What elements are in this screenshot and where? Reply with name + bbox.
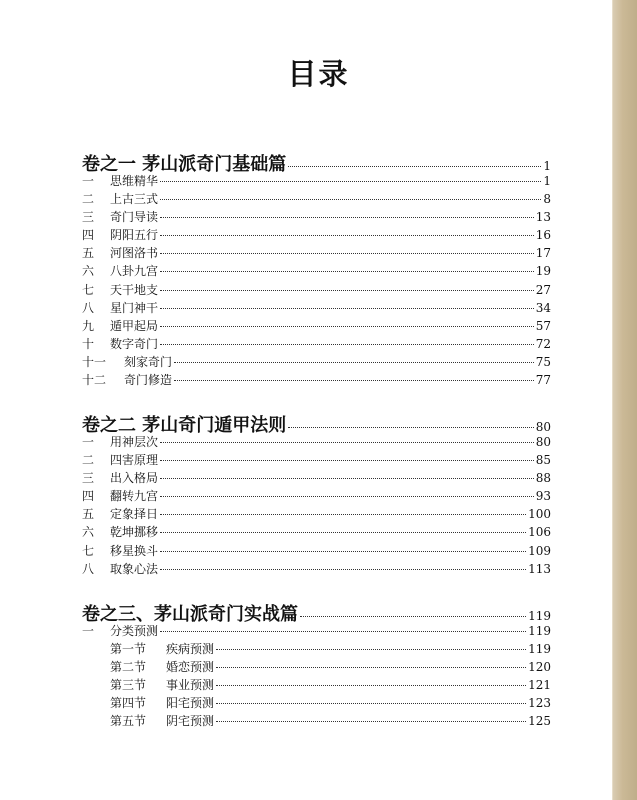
- dot-leader: [160, 569, 526, 570]
- entry-number: 十: [82, 336, 95, 351]
- entry-page: 72: [535, 336, 551, 351]
- dot-leader: [160, 271, 534, 272]
- entry-page: 93: [535, 489, 551, 504]
- entry-label: 乾坤挪移: [110, 525, 159, 540]
- toc-entry[interactable]: [82, 226, 551, 244]
- entry-page: 34: [535, 300, 551, 315]
- toc-entry[interactable]: [82, 317, 551, 335]
- dot-leader: [174, 380, 534, 381]
- entry-number: 四: [82, 489, 95, 504]
- entry-label: 出入格局: [110, 471, 159, 486]
- dot-leader: [160, 235, 534, 236]
- entry-label: 移星换斗: [110, 543, 159, 558]
- entry-label: 星门神干: [110, 300, 159, 315]
- entry-page: 77: [535, 373, 551, 388]
- toc-subentry[interactable]: [82, 712, 551, 730]
- entry-page: 106: [528, 525, 551, 540]
- entry-page: 109: [528, 543, 551, 558]
- toc-entry[interactable]: [82, 262, 551, 280]
- subentry-page: 125: [528, 714, 551, 729]
- subentry-label: 婚恋预测: [166, 660, 215, 675]
- entry-page: 85: [535, 453, 551, 468]
- dot-leader: [160, 344, 534, 345]
- dot-leader: [160, 460, 534, 461]
- volume-heading-label: 卷之三、茅山派奇门实战篇: [82, 604, 298, 625]
- entry-label: 阴阳五行: [110, 228, 159, 243]
- toc-entry[interactable]: [82, 505, 551, 523]
- subentry-section: 第四节: [110, 696, 147, 711]
- dot-leader: [288, 166, 541, 167]
- entry-number: 三: [82, 471, 95, 486]
- entry-page: 13: [535, 210, 551, 225]
- dot-leader: [160, 551, 526, 552]
- entry-label: 数字奇门: [110, 336, 159, 351]
- entry-label: 奇门导读: [110, 210, 159, 225]
- dot-leader: [288, 427, 533, 428]
- dot-leader: [160, 253, 534, 254]
- entry-number: 一: [82, 174, 95, 188]
- toc-entry[interactable]: [82, 353, 551, 371]
- toc-entry[interactable]: [82, 371, 551, 389]
- toc-volume-2: [82, 411, 551, 578]
- entry-label: 翻转九宫: [110, 489, 159, 504]
- toc-entry[interactable]: [82, 190, 551, 208]
- entry-number: 六: [82, 525, 95, 540]
- page-title: 目录: [287, 57, 350, 91]
- dot-leader: [160, 442, 534, 443]
- subentry-label: 疾病预测: [166, 642, 215, 657]
- entry-number: 六: [82, 264, 95, 279]
- dot-leader: [160, 326, 534, 327]
- entry-page: 19: [535, 264, 551, 279]
- entry-label: 天干地支: [110, 282, 159, 297]
- subentry-page: 120: [528, 660, 551, 675]
- entry-label: 分类预测: [110, 624, 159, 638]
- volume-heading-label: 卷之二 茅山奇门遁甲法则: [82, 415, 287, 436]
- dot-leader: [160, 631, 526, 632]
- entry-page: 57: [535, 318, 551, 333]
- entry-number: 五: [82, 246, 95, 261]
- toc-entry[interactable]: [82, 622, 551, 640]
- volume-heading[interactable]: [82, 150, 551, 175]
- dot-leader: [300, 616, 526, 617]
- volume-heading-page: 80: [535, 420, 551, 434]
- entry-page: 16: [535, 228, 551, 243]
- entry-number: 八: [82, 561, 95, 576]
- entry-label: 河图洛书: [110, 246, 159, 261]
- entry-page: 75: [535, 354, 551, 369]
- entry-number: 一: [82, 435, 95, 449]
- entry-page: 17: [535, 246, 551, 261]
- entry-number: 一: [82, 624, 95, 638]
- toc-volume-3: [82, 600, 551, 731]
- toc-entry[interactable]: [82, 487, 551, 505]
- toc-volume-1: [82, 150, 551, 389]
- entry-number: 三: [82, 210, 95, 225]
- dot-leader: [160, 496, 534, 497]
- dot-leader: [160, 217, 534, 218]
- entry-label: 刻家奇门: [124, 354, 173, 369]
- toc-entry[interactable]: [82, 281, 551, 299]
- entry-number: 七: [82, 543, 95, 558]
- entry-page: 27: [535, 282, 551, 297]
- entry-label: 遁甲起局: [110, 318, 159, 333]
- dot-leader: [216, 685, 526, 686]
- dot-leader: [160, 514, 526, 515]
- toc-subentry[interactable]: [82, 676, 551, 694]
- dot-leader: [160, 290, 534, 291]
- dot-leader: [160, 181, 541, 182]
- toc-entry[interactable]: [82, 433, 551, 451]
- subentry-label: 阳宅预测: [166, 696, 215, 711]
- entry-number: 八: [82, 300, 95, 315]
- toc-entry[interactable]: [82, 172, 551, 190]
- entry-label: 定象择日: [110, 507, 159, 522]
- volume-heading-page: 1: [543, 159, 551, 173]
- volume-heading[interactable]: [82, 600, 551, 625]
- entry-number: 十二: [82, 373, 107, 388]
- entry-label: 取象心法: [110, 561, 159, 576]
- toc-entry[interactable]: [82, 451, 551, 469]
- entry-label: 上古三式: [110, 192, 159, 207]
- entry-label: 四害原理: [110, 453, 159, 468]
- toc-entry[interactable]: [82, 469, 551, 487]
- subentry-section: 第三节: [110, 678, 147, 693]
- entry-number: 二: [82, 453, 95, 468]
- volume-heading[interactable]: [82, 411, 551, 436]
- toc-entry[interactable]: [82, 542, 551, 560]
- dot-leader: [216, 721, 526, 722]
- subentry-label: 事业预测: [166, 678, 215, 693]
- subentry-section: 第一节: [110, 642, 147, 657]
- entry-number: 四: [82, 228, 95, 243]
- volume-heading-page: 119: [528, 609, 551, 623]
- entry-page: 100: [528, 507, 551, 522]
- entry-page: 113: [528, 561, 551, 576]
- entry-page: 119: [528, 624, 551, 638]
- toc-subentry[interactable]: [82, 640, 551, 658]
- volume-heading-label: 卷之一 茅山派奇门基础篇: [82, 154, 287, 175]
- entry-number: 九: [82, 318, 95, 333]
- toc-entry[interactable]: [82, 335, 551, 353]
- toc-entry[interactable]: [82, 244, 551, 262]
- subentry-section: 第五节: [110, 714, 147, 729]
- entry-label: 八卦九宫: [110, 264, 159, 279]
- entry-page: 80: [535, 435, 551, 449]
- entry-label: 用神层次: [110, 435, 159, 449]
- subentry-page: 123: [528, 696, 551, 711]
- entry-number: 五: [82, 507, 95, 522]
- entry-page: 88: [535, 471, 551, 486]
- entry-page: 8: [543, 192, 551, 207]
- dot-leader: [160, 532, 526, 533]
- dot-leader: [174, 362, 534, 363]
- dot-leader: [216, 667, 526, 668]
- dot-leader: [216, 649, 526, 650]
- dot-leader: [160, 308, 534, 309]
- book-page-edge: [613, 0, 637, 800]
- entry-label: 思维精华: [110, 174, 159, 188]
- entry-page: 1: [543, 174, 551, 188]
- dot-leader: [160, 199, 541, 200]
- subentry-label: 阴宅预测: [166, 714, 215, 729]
- entry-number: 十一: [82, 354, 107, 369]
- subentry-page: 119: [528, 642, 551, 657]
- toc-entry[interactable]: [82, 299, 551, 317]
- entry-number: 二: [82, 192, 95, 207]
- entry-label: 奇门修造: [124, 373, 173, 388]
- toc-entry[interactable]: [82, 208, 551, 226]
- entry-number: 七: [82, 282, 95, 297]
- dot-leader: [216, 703, 526, 704]
- toc-entry[interactable]: [82, 523, 551, 541]
- dot-leader: [160, 478, 534, 479]
- toc-subentry[interactable]: [82, 694, 551, 712]
- subentry-page: 121: [528, 678, 551, 693]
- toc-subentry[interactable]: [82, 658, 551, 676]
- subentry-section: 第二节: [110, 660, 147, 675]
- toc-entry[interactable]: [82, 560, 551, 578]
